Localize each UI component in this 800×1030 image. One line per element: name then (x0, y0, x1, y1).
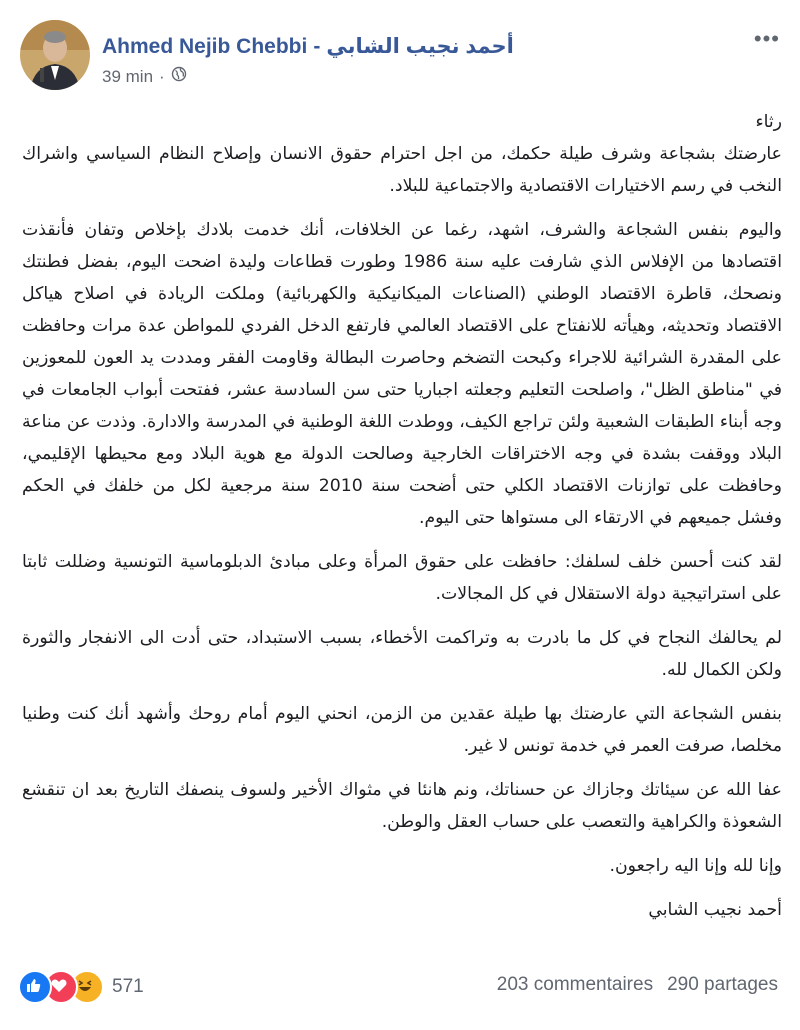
post-signature: أحمد نجيب الشابي (648, 900, 782, 920)
post-paragraph: عارضتك بشجاعة وشرف طيلة حكمك، من اجل احترام حقوق الانسان وإصلاح النظام السياسي واشراك النخب في رسم الاختيارات الاقتصادية والاجتماعية للبلاد. (22, 144, 782, 196)
post-body (22, 106, 782, 938)
post-header (16, 12, 786, 94)
post-timestamp[interactable]: 39 min (102, 66, 154, 86)
post-paragraph: واليوم بنفس الشجاعة والشرف، اشهد، رغما عن الخلافات، أنك خدمت بلادك بإخلاص وتفان فأنقذت اقتصادها من الإفلاس الذي شارفت عليه سنة 1986 وطورت قطاعات وليدة اضحت اليوم، بفضل فطنتك ونصحك، قاطرة الاقتصاد الوطني (الصناعات الميكانيكية والكهربائية) وملكت الريادة في اصلاح هياكل الاقتصاد وتحديثه، وهيأته للانفتاح على الاقتصاد العالمي فارتفع الدخل الفردي للمواطن عدة مرات وحافظت على المقدرة الشرائية للاجراء وكبحت التضخم وحاصرت البطالة وقاومت الفقر ومددت يد العون للمعوزين في "مناطق الظل"، واصلحت التعليم وجعلته اجباريا حتى سن السادسة عشر، ففتحت أبواب الجامعات في وجه أبناء الطبقات الشعبية ولئن تراجع الكيف، ووطدت اللغة الوطنية في المدرسة والادارة. وذدت عن مناعة البلاد ووقفت بشدة في وجه الاختراقات الخارجية وصالحت الدولة مع هوية البلاد ومع محيطها الإقليمي، وحافظت على توازنات الاقتصاد الكلي حتى أضحت سنة 2010 سنة مرجعية لكل من خلفك في الحكم وفشل جميعهم في الارتقاء الى مستواها حتى اليوم. (22, 220, 783, 528)
avatar[interactable] (20, 20, 90, 90)
post-paragraph: وإنا لله وإنا اليه راجعون. (609, 856, 782, 876)
more-options-icon[interactable]: ••• (753, 26, 780, 51)
post-paragraph: لم يحالفك النجاح في كل ما بادرت به وتراكمت الأخطاء، بسبب الاستبداد، حتى أدت الى الانفجار والثورة ولكن الكمال لله. (22, 628, 782, 680)
author-line (102, 34, 514, 59)
post-paragraph: لقد كنت أحسن خلف لسلفك: حافظت على حقوق المرأة وعلى مبادئ الدبلوماسية التونسية وضللت ثابتا على استراتيجية دولة الاستقلال في كل المجالات. (22, 552, 782, 604)
shares-count[interactable]: 290 partages (667, 974, 778, 995)
globe-icon[interactable] (171, 66, 187, 87)
author-name-arabic[interactable]: أحمد نجيب الشابي (326, 35, 514, 58)
like-icon[interactable] (18, 970, 52, 1004)
post-footer (18, 968, 780, 1006)
comments-count[interactable]: 203 commentaires (496, 974, 654, 995)
post-paragraph: بنفس الشجاعة التي عارضتك بها طيلة عقدين من الزمن، انحني اليوم أمام روحك وأشهد أنك كنت وطنيا مخلصا، صرفت العمر في خدمة تونس لا غير. (22, 704, 782, 756)
reactions-summary[interactable] (18, 970, 144, 1004)
author-name[interactable]: Ahmed Nejib Chebbi (102, 35, 308, 58)
post-meta (102, 66, 187, 87)
engagement-counts (497, 974, 778, 996)
post-paragraph: عفا الله عن سيئاتك وجازاك عن حسناتك، ونم هانئا في مثواك الأخير ولسوف ينصفك التاريخ بعد ان تنقشع الشعوذة والكراهية والتعصب على حساب العقل والوطن. (22, 780, 782, 832)
reaction-count[interactable]: 571 (112, 976, 144, 997)
meta-separator: · (159, 66, 165, 86)
post-title: رثاء (755, 112, 782, 132)
author-separator: - (313, 35, 321, 58)
